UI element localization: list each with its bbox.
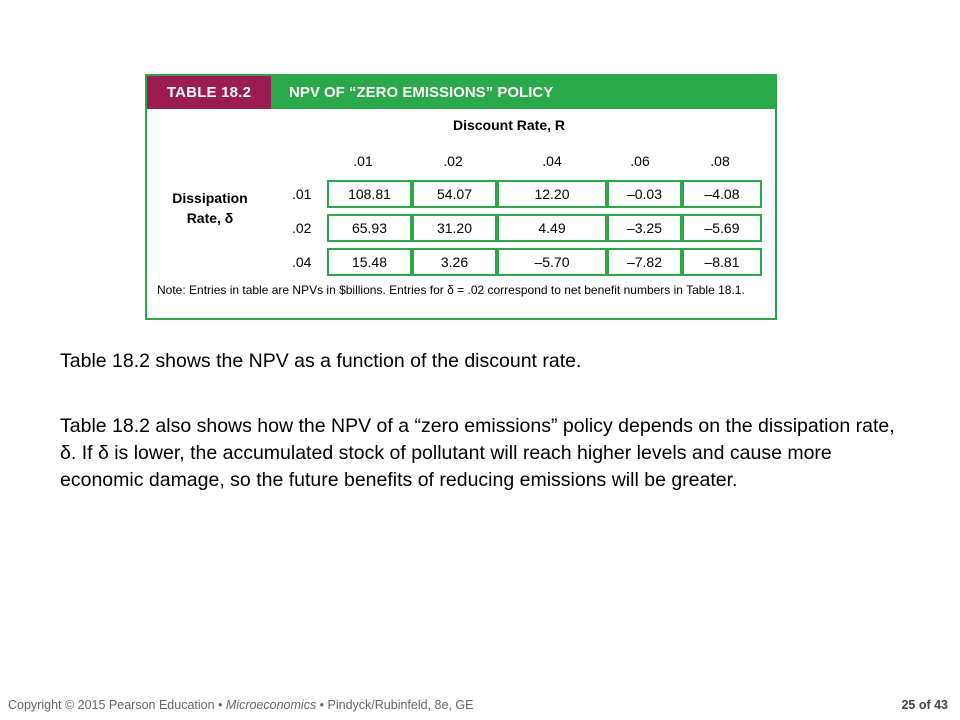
footer-copyright [8,698,473,712]
table-cell: 4.49 [497,214,607,242]
table-cell: 65.93 [327,214,412,242]
table-tag: TABLE 18.2 [147,76,271,109]
table-cell: 12.20 [497,180,607,208]
body-paragraph: Table 18.2 also shows how the NPV of a “zero emissions” policy depends on the dissipation rate, δ. If δ is lower, the accumulated stock of pollutant will reach higher levels and cause more economic damage, so the future benefits of reducing emissions will be greater. [60,415,895,491]
table-cell: –3.25 [607,214,682,242]
table-cell: 54.07 [412,180,497,208]
footer-authors: • Pindyck/Rubinfeld, 8e, GE [316,698,474,712]
table-note: Note: Entries in table are NPVs in $billions. Entries for δ = .02 correspond to net benefit numbers in Table 18.1. [157,283,745,297]
npv-table [145,74,777,320]
footer-copyright-text: Copyright © 2015 Pearson Education • [8,698,226,712]
column-axis-title: Discount Rate, R [452,117,565,133]
column-header: .06 [630,153,650,169]
table-header-band [147,76,775,109]
table-cell: –4.08 [682,180,762,208]
table-cell: 108.81 [327,180,412,208]
table-cell: –7.82 [607,248,682,276]
table-cell: –0.03 [607,180,682,208]
table-title: NPV OF “ZERO EMISSIONS” POLICY [289,84,554,101]
table-cell: 3.26 [412,248,497,276]
row-axis-line: Dissipation [172,190,248,206]
column-header: .02 [443,153,463,169]
table-cell: 15.48 [327,248,412,276]
column-header: .08 [710,153,730,169]
row-label: .02 [292,220,312,236]
table-cell: –5.69 [682,214,762,242]
table-cell: 31.20 [412,214,497,242]
table-cell: –8.81 [682,248,762,276]
row-label: .01 [292,186,312,202]
table-cell: –5.70 [497,248,607,276]
row-axis-line: Rate, δ [186,210,234,226]
row-label: .04 [292,254,312,270]
column-header: .04 [542,153,562,169]
row-axis-title [155,188,265,228]
footer-book-title: Microeconomics [225,698,317,712]
body-paragraph: Table 18.2 shows the NPV as a function of the discount rate. [60,350,582,372]
column-header: .01 [353,153,373,169]
page-number: 25 of 43 [901,698,948,712]
